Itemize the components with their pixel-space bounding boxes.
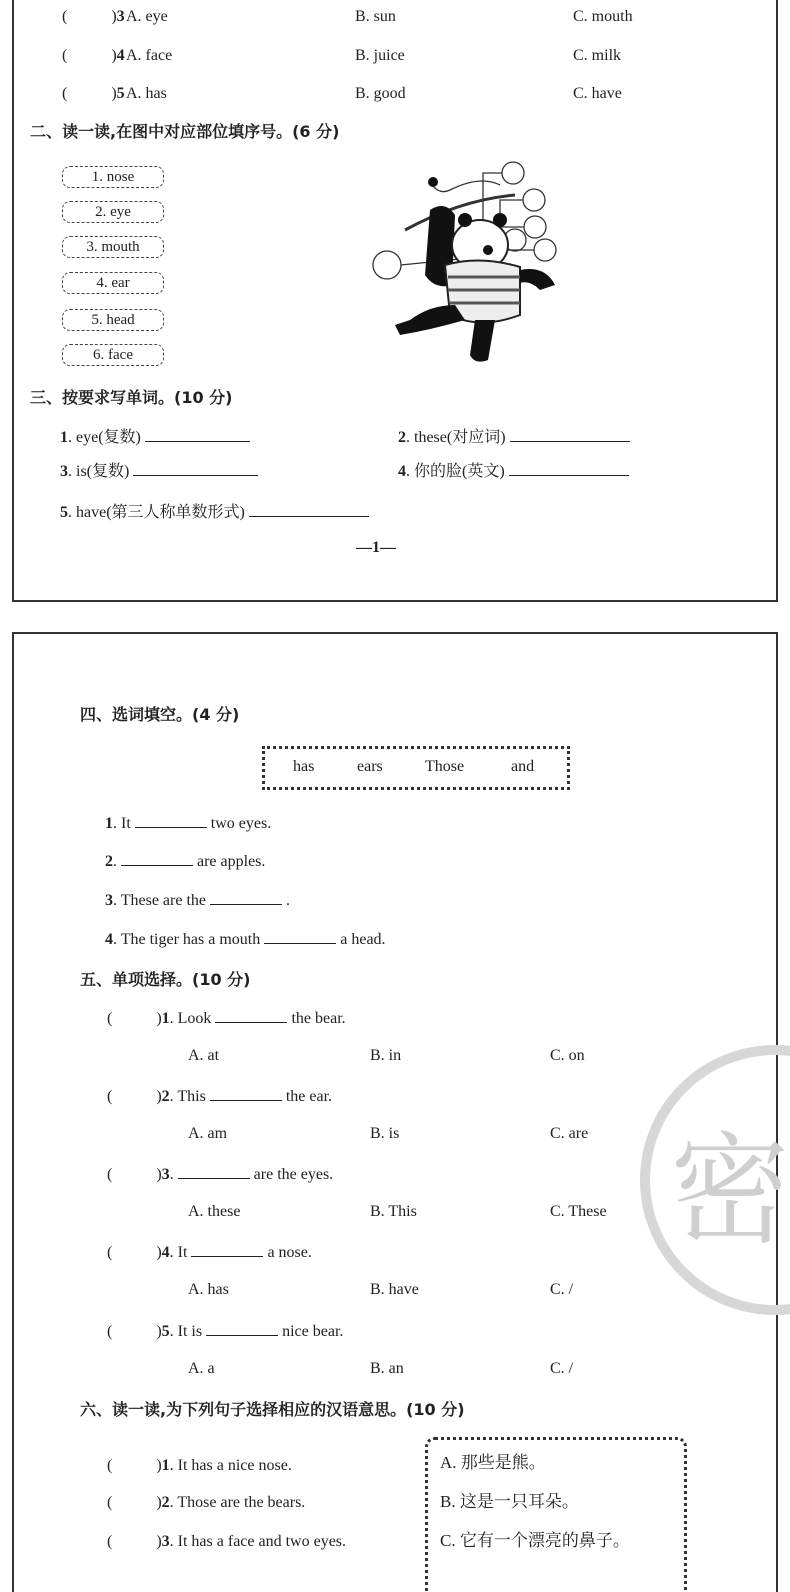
question-number: 4: [116, 47, 125, 64]
item-number: 2: [161, 1088, 170, 1105]
option-b: B. good: [355, 85, 406, 102]
word-item: [398, 427, 630, 448]
option-b: B. sun: [355, 8, 396, 25]
mc-question: [107, 1164, 333, 1185]
answer-line[interactable]: [249, 502, 369, 517]
answer-line: [178, 1164, 250, 1179]
section-2-title: 二、读一读,在图中对应部位填序号。(6 分): [30, 122, 340, 141]
body-part-label: 5. head: [62, 309, 164, 331]
page-number: —1—: [356, 539, 396, 556]
item-text: are apples.: [197, 853, 266, 870]
panda-illustration: [370, 155, 570, 370]
answer-line: [215, 1008, 287, 1023]
section-6-title: 六、读一读,为下列句子选择相应的汉语意思。(10 分): [80, 1400, 465, 1419]
item-number: 4: [161, 1244, 170, 1261]
answer-line: [206, 1321, 278, 1336]
choice-item: C. 它有一个漂亮的鼻子。: [440, 1531, 630, 1550]
word-item: [60, 427, 250, 448]
option-c: C. are: [550, 1125, 589, 1142]
section-4-title: 四、选词填空。(4 分): [80, 705, 240, 724]
answer-line[interactable]: [121, 851, 193, 866]
word-bank: [262, 746, 570, 790]
item-text: .: [113, 853, 117, 870]
choice-item: B. 这是一只耳朵。: [440, 1492, 579, 1511]
fill-item: [105, 851, 265, 872]
mc-question: [107, 1086, 332, 1107]
answer-line[interactable]: [510, 427, 630, 442]
paren-open: (: [62, 85, 68, 102]
item-number: 2: [161, 1494, 170, 1511]
item-text: . These are the: [113, 892, 206, 909]
item-number: 3: [60, 463, 68, 480]
option-c: C. These: [550, 1203, 607, 1220]
item-text: . This: [169, 1088, 206, 1105]
word-bank-item: and: [511, 758, 535, 775]
paren-close: ): [111, 47, 117, 64]
answer-blank[interactable]: ( ): [107, 1533, 162, 1550]
answer-blank[interactable]: [62, 46, 125, 66]
paren-close: ): [111, 8, 117, 25]
item-text: . It has a face and two eyes.: [169, 1533, 347, 1550]
paren-open: (: [62, 8, 68, 25]
option-a: A. has: [188, 1281, 229, 1298]
option-c: C. /: [550, 1360, 574, 1377]
question-number: 3: [116, 8, 125, 25]
answer-blank[interactable]: ( ): [107, 1088, 162, 1105]
option-c: C. mouth: [573, 8, 633, 25]
item-prompt: . these(对应词): [406, 429, 506, 446]
item-text: a nose.: [267, 1244, 312, 1261]
answer-blank[interactable]: ( ): [107, 1323, 162, 1340]
word-item: [60, 502, 369, 523]
word-bank-item: ears: [357, 758, 383, 775]
item-number: 5: [161, 1323, 170, 1340]
answer-line[interactable]: [210, 890, 282, 905]
item-text: . Those are the bears.: [169, 1494, 306, 1511]
body-part-label: 1. nose: [62, 166, 164, 188]
option-b: B. have: [370, 1281, 419, 1298]
answer-blank[interactable]: [62, 84, 125, 104]
item-text: two eyes.: [210, 815, 272, 832]
option-a: A. has: [126, 85, 167, 102]
item-text: .: [286, 892, 290, 909]
option-a: A. eye: [126, 8, 168, 25]
option-c: C. milk: [573, 47, 622, 64]
answer-blank[interactable]: ( ): [107, 1457, 162, 1474]
answer-line[interactable]: [264, 929, 336, 944]
question-number: 5: [116, 85, 125, 102]
item-text: . It: [169, 1244, 188, 1261]
answer-blank[interactable]: ( ): [107, 1010, 162, 1027]
item-text: nice bear.: [282, 1323, 344, 1340]
match-item: [107, 1532, 346, 1552]
body-part-label: 3. mouth: [62, 236, 164, 258]
answer-blank[interactable]: ( ): [107, 1494, 162, 1511]
section-3-title: 三、按要求写单词。(10 分): [30, 388, 233, 407]
body-part-label: 4. ear: [62, 272, 164, 294]
answer-blank[interactable]: [62, 7, 125, 27]
item-number: 5: [60, 504, 68, 521]
option-c: C. /: [550, 1281, 574, 1298]
fill-item: [105, 890, 290, 911]
answer-line: [210, 1086, 282, 1101]
answer-blank[interactable]: ( ): [107, 1244, 162, 1261]
word-item: [398, 461, 629, 482]
mc-question: [107, 1008, 346, 1029]
answer-line[interactable]: [135, 813, 207, 828]
item-number: 2: [105, 853, 113, 870]
option-c: C. have: [573, 85, 622, 102]
answer-line[interactable]: [133, 461, 258, 476]
mc-question: [107, 1242, 312, 1263]
fill-item: [105, 929, 386, 950]
match-item: [107, 1456, 292, 1476]
item-number: 1: [161, 1010, 170, 1027]
body-part-label: 2. eye: [62, 201, 164, 223]
item-number: 1: [161, 1457, 170, 1474]
paren-close: ): [111, 85, 117, 102]
item-number: 3: [161, 1533, 170, 1550]
item-number: 2: [398, 429, 406, 446]
option-b: B. is: [370, 1125, 400, 1142]
item-text: a head.: [340, 931, 386, 948]
answer-line[interactable]: [509, 461, 629, 476]
paren-open: (: [62, 47, 68, 64]
item-text: the ear.: [285, 1088, 333, 1105]
body-part-label: 6. face: [62, 344, 164, 366]
item-text: . The tiger has a mouth: [113, 931, 261, 948]
item-text: . Look: [169, 1010, 212, 1027]
item-number: 3: [161, 1166, 170, 1183]
option-b: B. an: [370, 1360, 404, 1377]
option-b: B. This: [370, 1203, 417, 1220]
option-a: A. at: [188, 1047, 220, 1064]
option-a: A. am: [188, 1125, 228, 1142]
answer-line[interactable]: [145, 427, 250, 442]
item-text: .: [169, 1166, 174, 1183]
item-number: 1: [60, 429, 68, 446]
item-number: 3: [105, 892, 113, 909]
section-5-title: 五、单项选择。(10 分): [80, 970, 251, 989]
mc-question: [107, 1321, 343, 1342]
item-number: 4: [398, 463, 406, 480]
option-a: A. face: [126, 47, 173, 64]
match-item: [107, 1493, 305, 1513]
item-text: . It is: [169, 1323, 203, 1340]
choice-item: A. 那些是熊。: [440, 1453, 546, 1472]
answer-blank[interactable]: ( ): [107, 1166, 162, 1183]
answer-line: [191, 1242, 263, 1257]
stamp-watermark: 密: [640, 1045, 790, 1315]
item-text: the bear.: [291, 1010, 346, 1027]
word-bank-item: has: [293, 758, 315, 775]
item-prompt: . have(第三人称单数形式): [68, 504, 245, 521]
item-number: 4: [105, 931, 113, 948]
item-text: . It has a nice nose.: [169, 1457, 292, 1474]
option-b: B. in: [370, 1047, 402, 1064]
item-text: . It: [113, 815, 131, 832]
option-b: B. juice: [355, 47, 405, 64]
item-text: are the eyes.: [253, 1166, 334, 1183]
item-number: 1: [105, 815, 113, 832]
fill-item: [105, 813, 271, 834]
option-a: A. these: [188, 1203, 241, 1220]
option-c: C. on: [550, 1047, 585, 1064]
item-prompt: . eye(复数): [68, 429, 141, 446]
word-bank-item: Those: [425, 758, 465, 775]
word-item: [60, 461, 258, 482]
item-prompt: . is(复数): [68, 463, 130, 480]
option-a: A. a: [188, 1360, 215, 1377]
item-prompt: . 你的脸(英文): [406, 463, 505, 480]
